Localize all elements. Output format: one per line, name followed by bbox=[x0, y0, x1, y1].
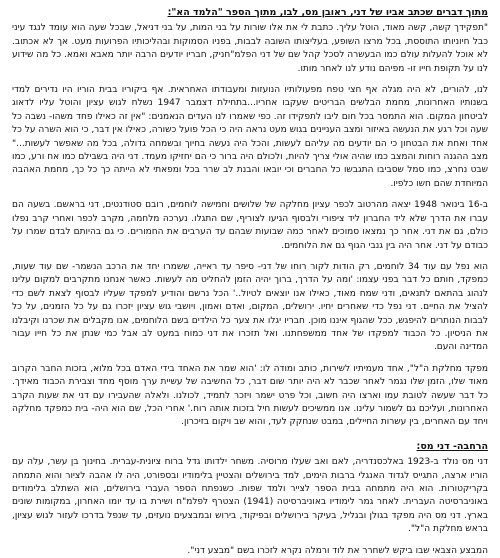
paragraph-1: "תפקידך קשה, קשה מאוד, הוטל עליך. כתבת לי את אלו שורות על בני המות, על בני דניאל, שבכל שעה הוא עומד לנגד עיני כבל חיוניותו התוססת, בכל מרצו השופע, בעליצותו השובה לבבות, בפניו הסמוקות ובהליכותיו הפרועות מעט. אך לא אכתוב. לא אוכל להעלות עולם כמו הבעשרה לסכל קהל שם של דני הפלמ"חניק, חבריו יודעים הרבה יותר מאבא ואמא. כל מה שידוע לנו על תקופת חייו זו- מפיהם נודע לנו לאחר מותו. bbox=[12, 23, 488, 74]
section-1-heading: מתוך דברים שכתב אביו של דני, ראובן מס, לבו, מתוך הספר "הלמד הא": bbox=[167, 7, 488, 18]
paragraph-4: הוא נפל עם עוד 34 לוחמים, רק הודות לקור רוחו של דני- סיפר עד ראייה, ששמרו יחד את הרכב הנשמר- שם עוד שעות, כמפקד, חותם כל דבר בפני עצמו: 'ומה על הדרך, ברוך יהיה הזמן להחליט מה לעשות. כאשר אנחנו מתקרבים למקום עלינו לנהוג בהתאם לתנאים, ודני שמח מאוד, כאילו אנו יוצאים לטיול..' הכל נרשם והודיע למפקד שעליו לבסוף לצאת לשם כדי להציל את החיים. דני נפל כדי שאחרים יחיו. ירושלים, המקום, ואדם ואמון, ויושבי גוש עציון יזכרו גם על כל הזמנים, על כל לבבות הנותרים להיפגש, ככל שהגוף איננו מוכן. חבריו יגלו את צער כל הילדים בשם הלוחמים, אנו מקבלים את שכרנו וקיבלנו את הניסיון. כל הכבוד למפקדו של אחד ממשפחתנו. ואל תזכרו את דני כמוח במעט לב אבל כמי שנתן את כל חייו עבור המדינה והעם. bbox=[12, 261, 488, 353]
paragraph-7: המבצע הצבאי שבו ביקש לשחרר את לוד ורמלה נקרא לזכרו בשם "מבצע דני". bbox=[187, 545, 488, 556]
paragraph-6: דני מס נולד ב-1923 באלכסנדריה, לאם ואב שעלו מרוסיה. משחר ילדותו גדל ברוח ציונית-עברית. בחינוך בן עשר, עלה עם הוריו ארצה, התגייס לגדוד האנגלי ברבות הימים, למד בירושלים והצטיין בלימודיו ובספורט, היה לו אהבה לציור והוא התמחה בקריקטורות. הוא היה מתמחה בבית הספר לצייר ולמד שפות. כשנפתח הספר העברי בירושלים, הוא השתלב בלימודים באוניברסיטה העברית. לאחר גמר לימודיו באוניברסיטה (1941) הצטרף לפלמ"ח ושירת בו עד יומו האחרון, במקומות שונים בארץ. דני מס היה מפקד בגולן ובגליל, בעיקר בירושלים ובפיקוד, בירוש ובמבצעים נועזים, עד שנפל בדרכו לעזור לגוש עציון, בראש מחלקת ה"ל". bbox=[12, 457, 488, 535]
paragraph-2: לנו, להורים, לא היה מגלה אף חצי טפח מפעולותיו הנועזות ומעבודתו האחראית. אף ביקוריו בבית הוריו היו נדירים למדי בשנותיו האחרונות, מחמת הבלשים הבריטים שעקבו אחריו...בתחילת דצמבר 1947 נשלח לגוש עציון והוטל עליו לדאוג לביטחון המקום. הוא התמסר בכל חום ליבו לתפקידו זה. כפי שאמרו לנו העדים הנאמנים: "אין זה כאילו פחד משהו- נשבה כל שעה וכל רגע את הנעשה באיזור ומצב העניינים בגוש מעט נראה היה כי הכל פועל כשורה, כאילו אין דבר, כי הוא השרה על כל אחד ואחת את הבטחון כי הם יודעים מה עליהם לעשות, והכל היה נעשה בחיוך ובשמחה גדולה, בכל מה שאפשר לעשות..." מצב ההגנה רוחות והמצב כמו שהיה אולי צריך להיות, ולכולם היה ברור כי הם יחזיקו מעמד. דני היה בשבילם כמו אח ורע, כמו שבט נחרצ, כמו סמל שסביבו התגבשו כל החברים וכי יובאו והבנת לב שרר בכל ומפאתי לא הייתה כך כל כך, מחמת האהבה המיוחדת שהם חשו כלפיו. bbox=[12, 85, 488, 189]
paragraph-3: ב-16 בינואר 1948 יצאה מהרטוב לכפר עציון מחלקה של שלושים וחמישה לוחמים, רובם סטודנטים, דני בראשם. בשעה הם עברו את הדרך שלא ליד החברון ליד ציפורי ולבסוף הגיעו לצוריף, שם התגלו. נערכה מלחמה, מקרב לכפר ואחרי קרב נפלו כולם, גם את דני. אחר כך נמצאו סמוכים לאחר כמה שבועות שבהם עד הערבים את החמורים. כי גם בהיותם לבדם שמרו על כבודם על דני. אחר היה בין גנבי הגוף גם את הלוחמים. bbox=[12, 200, 489, 251]
paragraph-5: מפקד מחלקת ה"ל", אחד מעמיתיו לשירות, כותב ומודה לו: 'הוא שמר את האחד בידי האדם בכל מלוא, בזכות החבר הקרוב מאוד שלו, הזמן שלו נגמר לאחר שכבר לא היה יותר שום דבר, כל החשיבה של עשיית ערך מוסף מחד וצבירת הכבוד מאידך. כל דבר שעשה לטובת עמו וארצו היה חשוב, וכל פרט ישמר ויזכר לתמיד, לכולנו. ולאלה שהעבירו עם דני את שעות הקרב האחרונות, ועליכם גם לשמור עלינו. אנו ממשיכים לעשות חיל בזכות אותה רוח.' אחרי הכל, שם הוא היה- בית כמפקד מחלקה ויחד עם האחרים, בין עשרות החיילים, במבט שנחקק לעד, והוא שב ויקום בזיכרון. bbox=[12, 363, 488, 428]
section-2-heading: הרחבה- דני מס: bbox=[416, 440, 488, 452]
